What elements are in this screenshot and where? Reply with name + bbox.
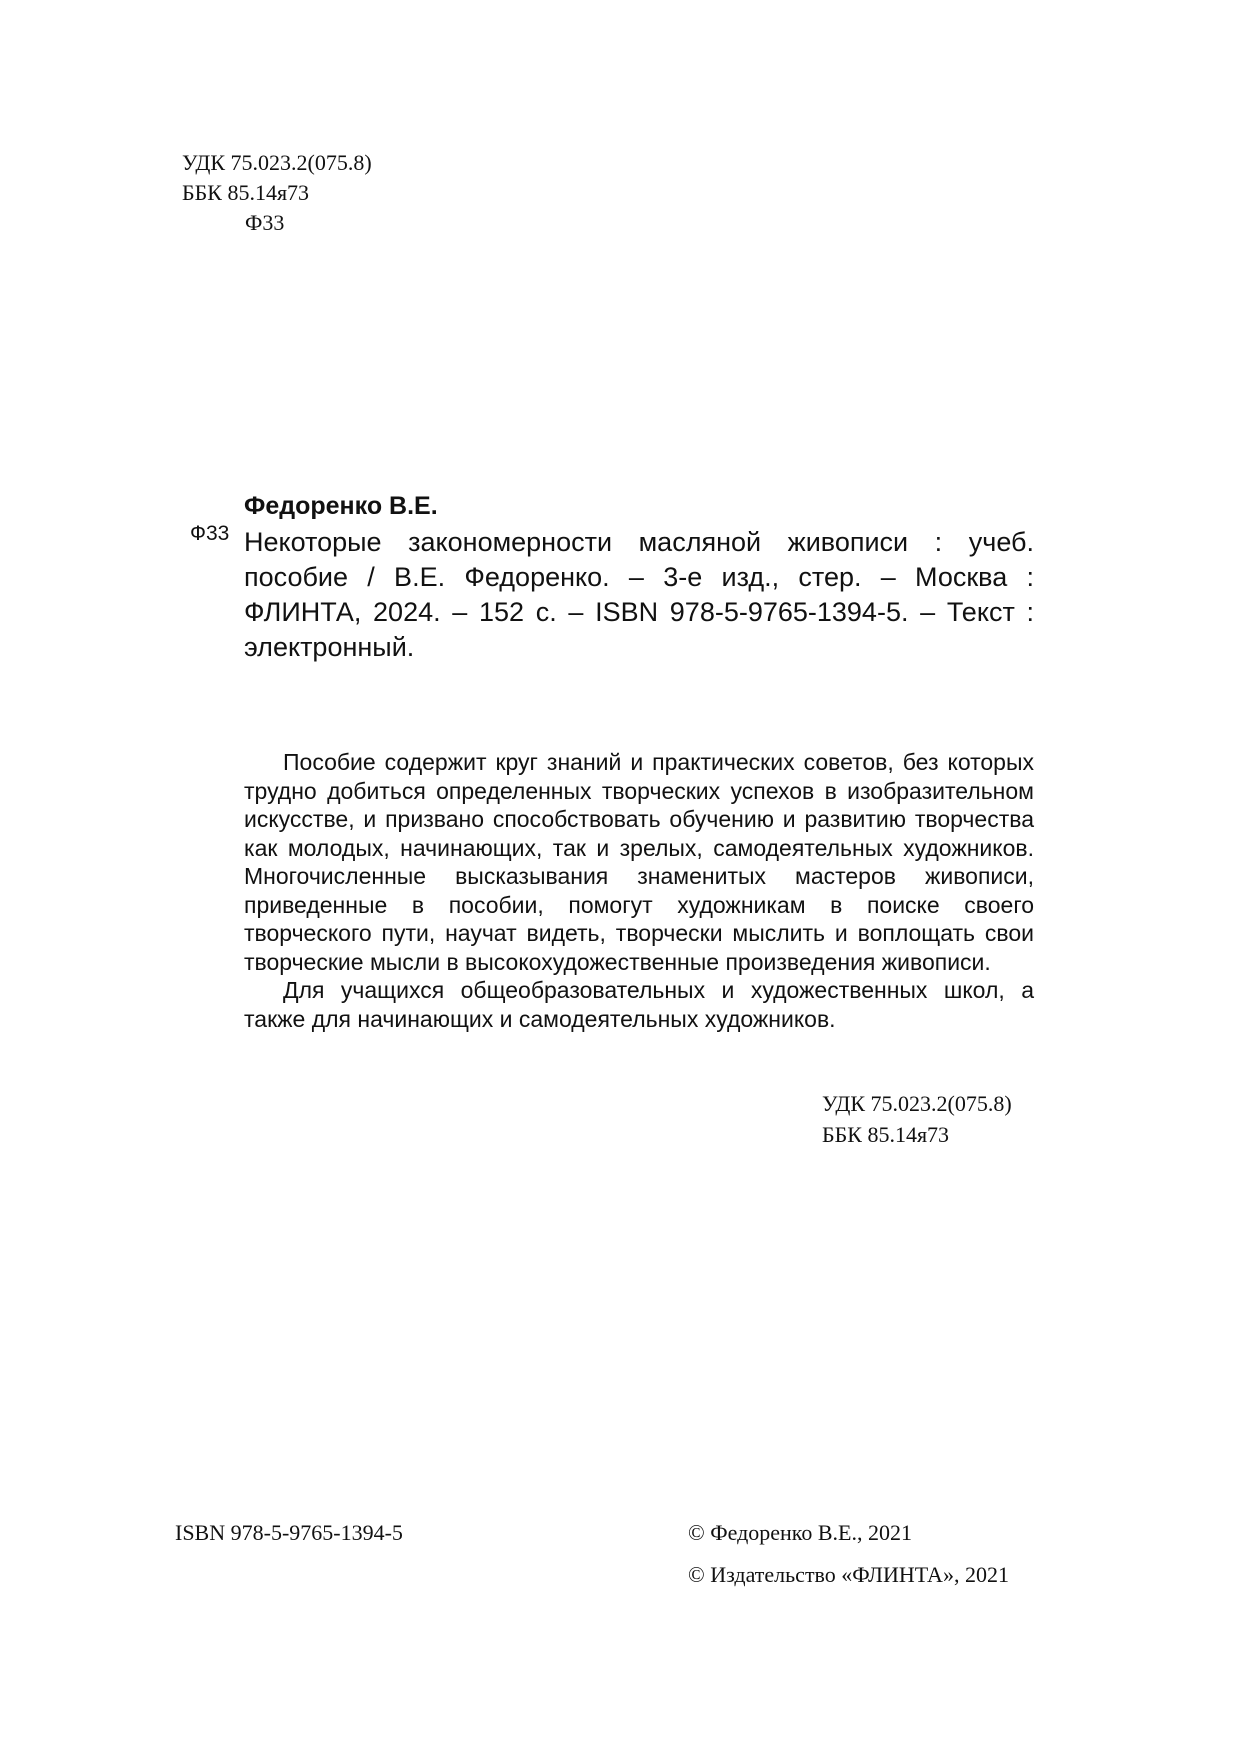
bbk-code: ББК 85.14я73 [182,180,310,205]
udk-code: УДК 75.023.2(075.8) [182,150,372,175]
annotation-paragraph: Пособие содержит круг знаний и практических советов, без которых трудно добиться определенных творческих успехов в изобразительном искусстве, и призвано способствовать обучению и развитию творчества как молодых, начинающих, так и зрелых, самодеятельных художников. Многочисленные высказывания знаменитых мастеров живописи, приведенные в пособии, помогут художникам в поиске своего творческого пути, научат видеть, творчески мыслить и воплощать свои творческие мысли в высокохудожественные произведения живописи. [244,749,1034,975]
bibliographic-author-mark: Ф33 [190,522,230,545]
bottom-classification-codes [822,1088,1012,1150]
bibliographic-description [244,525,1034,665]
copyright-publisher: © Издательство «ФЛИНТА», 2021 [688,1562,1009,1587]
copyright-block [688,1512,1009,1596]
bibliographic-author: Федоренко В.Е. [244,492,438,520]
author-mark: Ф33 [245,210,285,235]
udk-code: УДК 75.023.2(075.8) [822,1091,1012,1116]
bibliographic-description-text: Некоторые закономерности масляной живописи : учеб. пособие / В.Е. Федоренко. – 3-е изд., стер. – Москва : ФЛИНТА, 2024. – 152 с. – ISBN 978-5-9765-1394-5. – Текст : электронный. [244,527,1034,662]
annotation [244,748,1034,1033]
annotation-paragraph: Для учащихся общеобразовательных и художественных школ, а также для начинающих и самодеятельных художников. [244,977,1034,1032]
top-classification-codes [182,148,372,238]
isbn: ISBN 978-5-9765-1394-5 [175,1520,403,1545]
bbk-code: ББК 85.14я73 [822,1122,950,1147]
copyright-author: © Федоренко В.Е., 2021 [688,1520,912,1545]
